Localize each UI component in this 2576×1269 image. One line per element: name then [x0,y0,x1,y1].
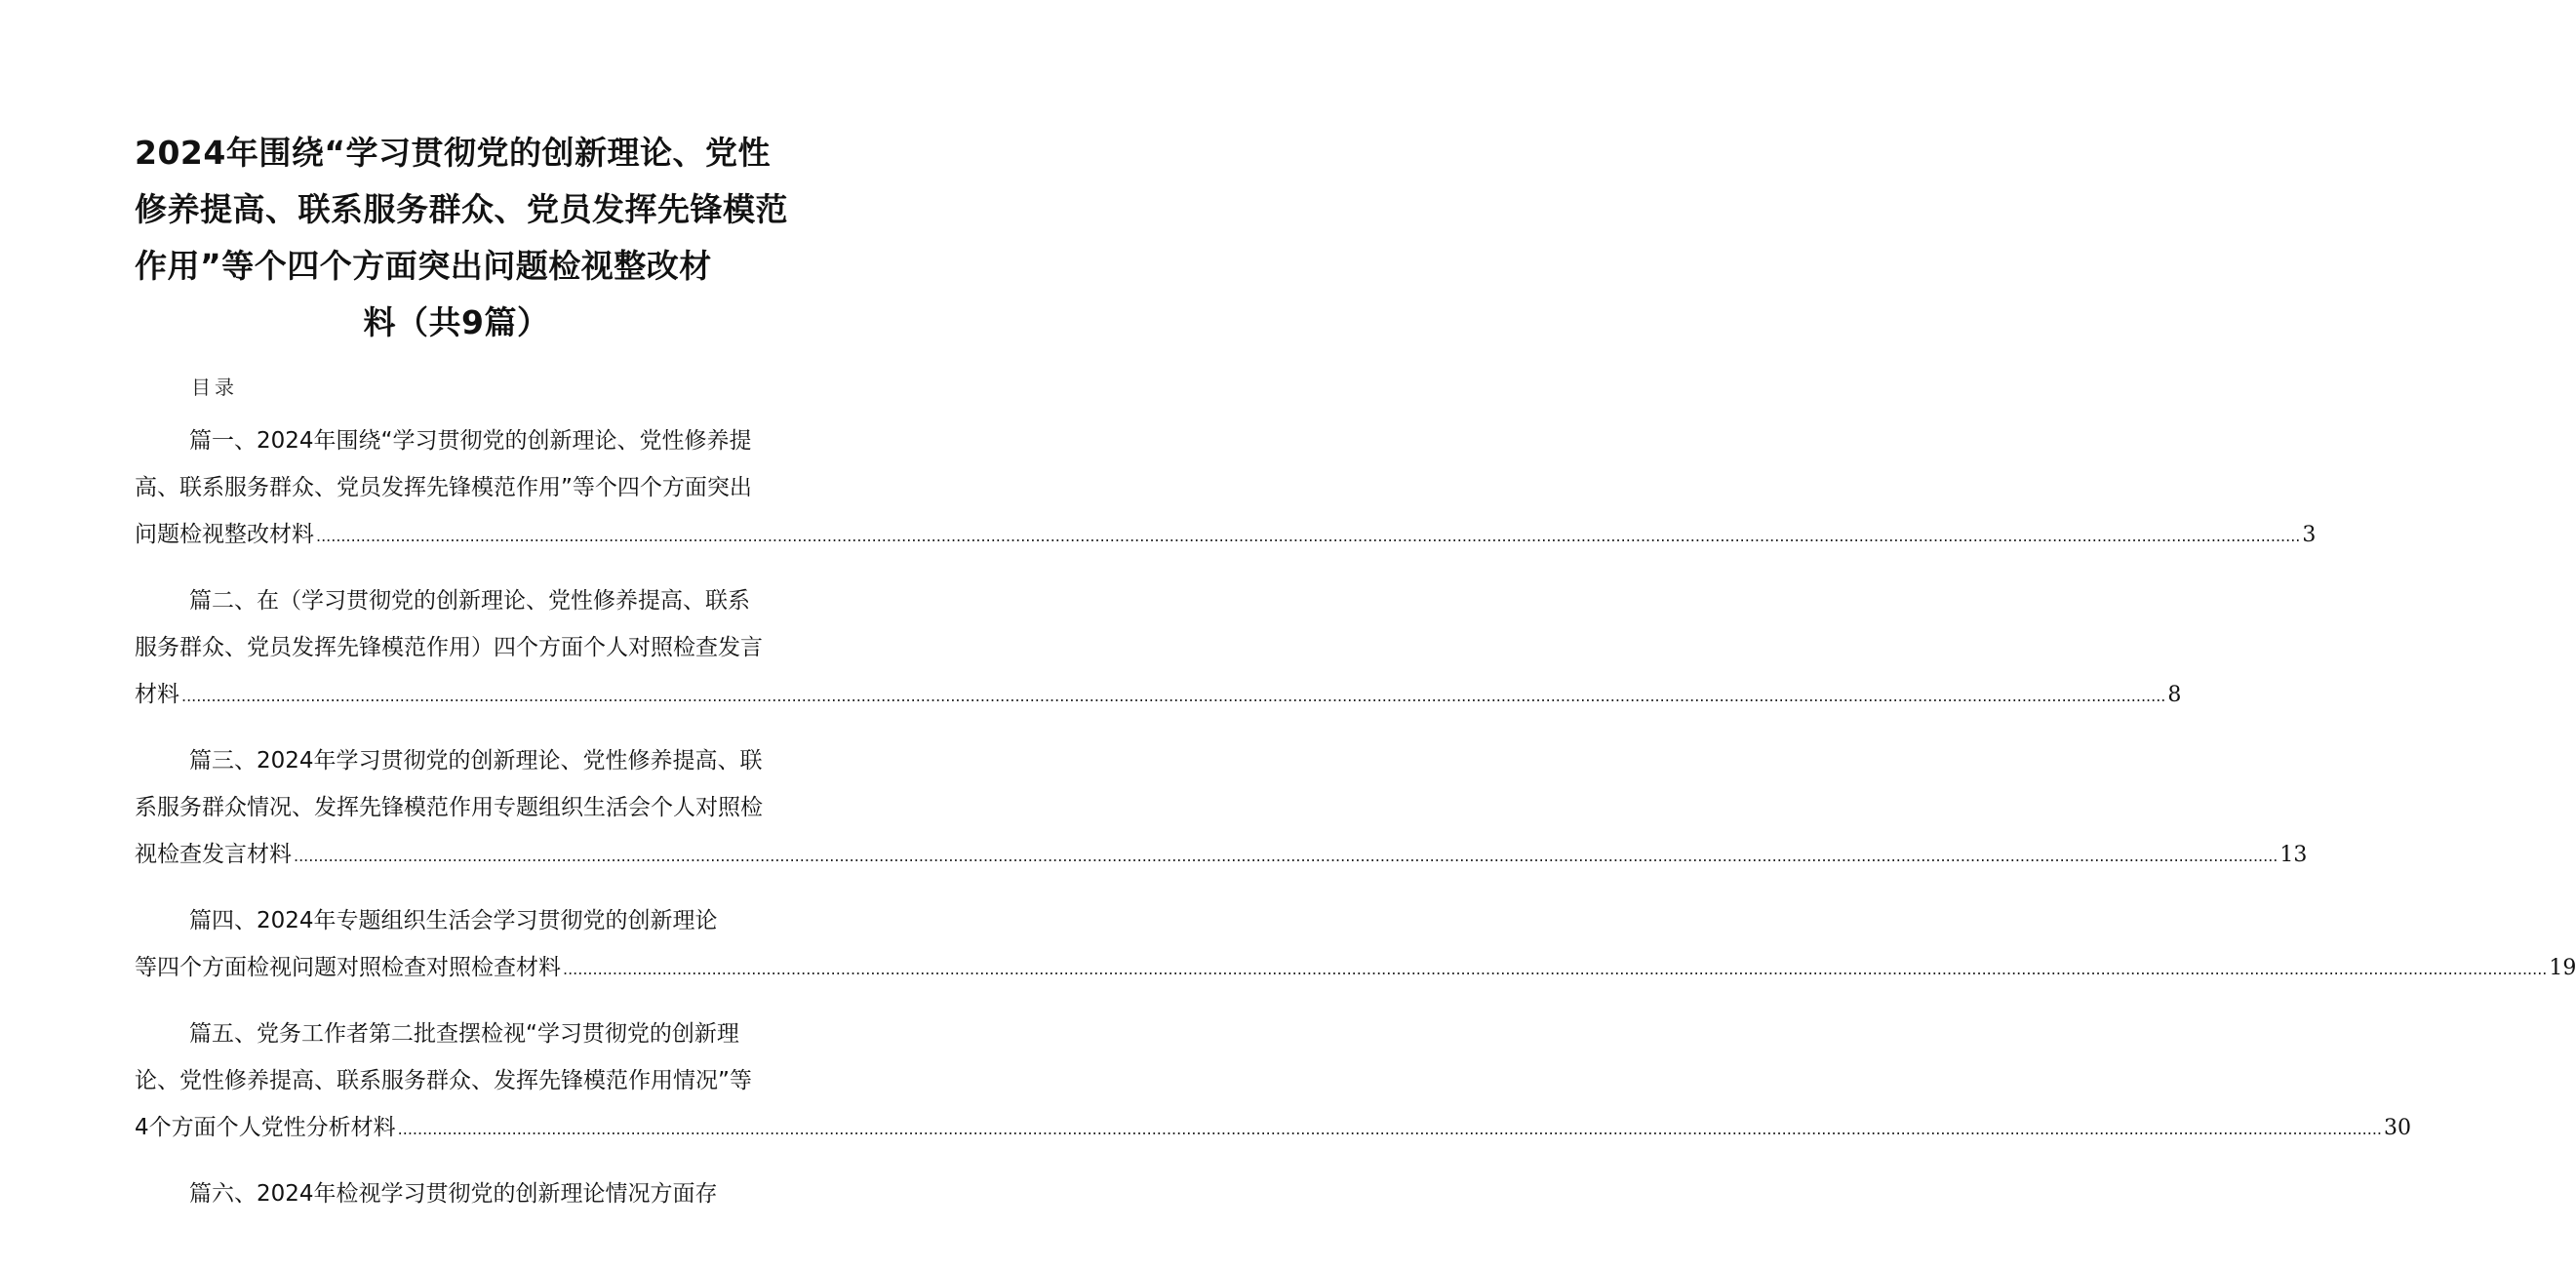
title-line: 修养提高、联系服务群众、党员发挥先锋模范 [135,190,788,228]
toc-entry-text: 问题检视整改材料 [135,522,314,547]
toc-entry-line [135,671,2182,718]
dot-leader: ................................................................................................................................................................................................................................................................................................................................................................................................................ [316,527,2301,545]
toc-page-number: 19 [2549,956,2576,980]
dot-leader: ................................................................................................................................................................................................................................................................................................................................................................................................................ [181,687,2166,705]
toc-entry-text: 4个方面个人党性分析材料 [135,1115,396,1140]
title-line: 2024年围绕“学习贯彻党的创新理论、党性 [135,134,772,172]
toc-entry-line [135,1104,2412,1151]
toc-entry-text: 视检查发言材料 [135,842,292,867]
toc-entry[interactable] [135,417,2317,558]
toc-entry-line: 系服务群众情况、发挥先锋模范作用专题组织生活会个人对照检 [135,795,763,820]
title-line: 料（共9篇） [363,303,550,341]
toc-entry[interactable] [135,1170,769,1217]
toc-entry[interactable] [135,1011,2412,1151]
toc-entry-line: 篇一、2024年围绕“学习贯彻党的创新理论、党性修养提 [189,428,752,454]
toc-entry-line: 篇六、2024年检视学习贯彻党的创新理论情况方面存 [189,1181,718,1207]
toc-entry-line: 篇五、党务工作者第二批查摆检视“学习贯彻党的创新理 [189,1021,739,1047]
toc-page-number: 3 [2302,523,2317,547]
toc-entry-line: 论、党性修养提高、联系服务群众、发挥先锋模范作用情况”等 [135,1068,752,1093]
dot-leader: ................................................................................................................................................................................................................................................................................................................................................................................................................ [397,1120,2383,1138]
toc-page-number: 30 [2384,1116,2412,1140]
toc-entry[interactable] [135,897,2576,991]
toc-entry[interactable] [135,577,2182,718]
table-of-contents [135,417,2576,1237]
toc-entry-line: 篇四、2024年专题组织生活会学习贯彻党的创新理论 [189,908,718,933]
toc-entry-line: 篇三、2024年学习贯彻党的创新理论、党性修养提高、联 [189,748,763,773]
toc-entry-line: 服务群众、党员发挥先锋模范作用）四个方面个人对照检查发言 [135,635,763,660]
toc-entry-line [135,511,2317,558]
toc-entry-line: 篇二、在（学习贯彻党的创新理论、党性修养提高、联系 [189,588,750,614]
toc-page-number: 8 [2167,683,2182,707]
dot-leader: ................................................................................................................................................................................................................................................................................................................................................................................................................ [294,847,2279,865]
title-line: 作用”等个四个方面突出问题检视整改材 [135,247,712,285]
toc-entry-line [135,831,2308,878]
toc-entry-line: 高、联系服务群众、党员发挥先锋模范作用”等个四个方面突出 [135,475,752,500]
toc-entry-text: 材料 [135,682,179,707]
document-title [135,125,788,351]
toc-entry[interactable] [135,737,2308,878]
toc-page-number: 13 [2279,843,2308,867]
toc-entry-text: 等四个方面检视问题对照检查对照检查材料 [135,955,561,980]
dot-leader: ................................................................................................................................................................................................................................................................................................................................................................................................................ [563,960,2548,978]
toc-entry-line [135,944,2576,991]
toc-heading: 目录 [191,376,238,399]
